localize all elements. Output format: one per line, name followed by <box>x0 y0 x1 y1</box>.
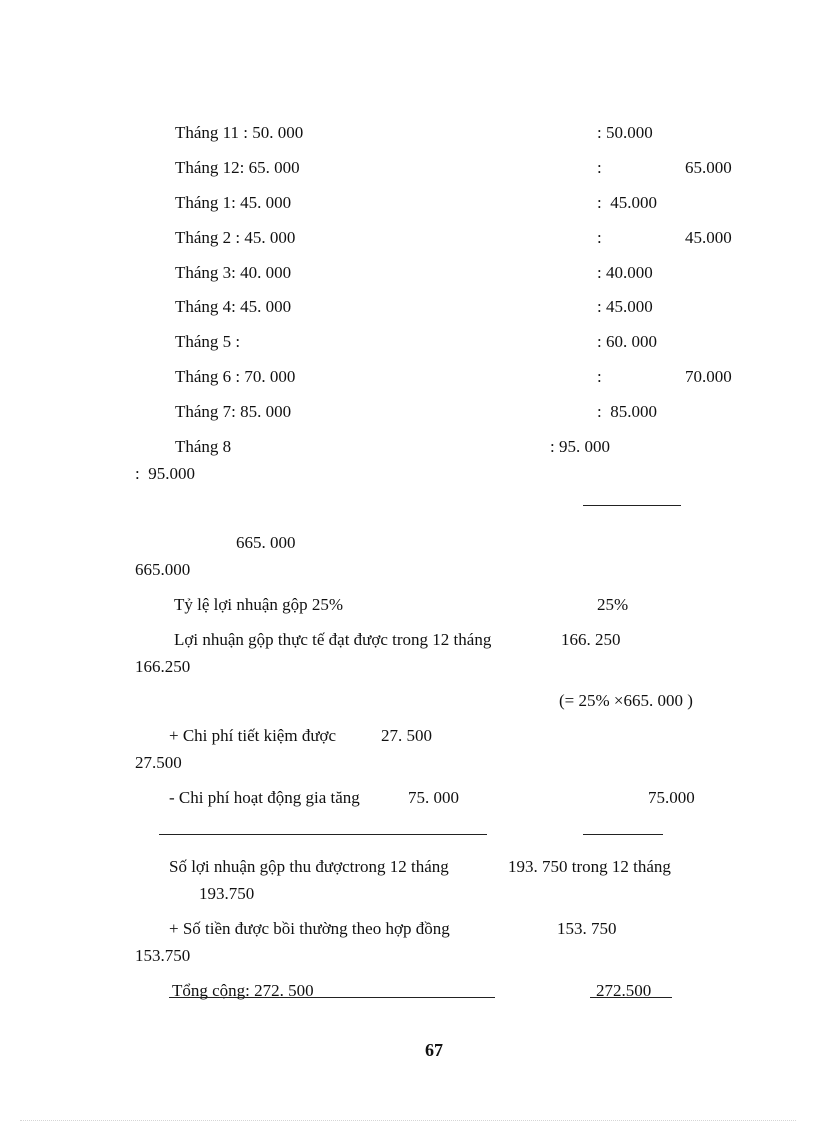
cost-savings-wrap: 27.500 <box>135 753 182 772</box>
month-value: : 85.000 <box>597 402 657 421</box>
gross-profit-12-months-label: Số lợi nhuận gộp thu đượctrong 12 tháng <box>169 857 449 876</box>
month-label: Tháng 1: 45. 000 <box>175 193 292 212</box>
total-label: Tổng cộng: 272. 500 <box>172 981 314 1000</box>
compensation-value: 153. 750 <box>557 919 617 938</box>
subtotal-value-wrap: 665.000 <box>135 560 191 579</box>
right-column-rule <box>583 834 663 835</box>
actual-gross-profit-formula: (= 25% ×665. 000 ) <box>559 691 693 710</box>
month-value: 45.000 <box>685 228 732 247</box>
month-value: : 45.000 <box>597 297 653 316</box>
compensation-wrap: 153.750 <box>135 946 191 965</box>
month-value-wrap: : 95.000 <box>135 464 195 483</box>
gross-margin-rate-label: Tỷ lệ lợi nhuận gộp 25% <box>174 595 344 614</box>
month-label: Tháng 4: 45. 000 <box>175 297 292 316</box>
added-operating-cost-right: 75.000 <box>648 788 695 807</box>
month-label: Tháng 3: 40. 000 <box>175 263 292 282</box>
added-operating-cost-label: - Chi phí hoạt động gia tăng <box>169 788 360 807</box>
month-label: Tháng 8 <box>175 437 232 456</box>
cost-savings-value: 27. 500 <box>381 726 432 745</box>
month-label: Tháng 2 : 45. 000 <box>175 228 296 247</box>
cost-savings-label: + Chi phí tiết kiệm được <box>169 726 337 745</box>
gross-margin-rate-value: 25% <box>597 595 629 614</box>
page-edge-divider <box>20 1120 796 1121</box>
month-value: : 45.000 <box>597 193 657 212</box>
actual-gross-profit-value: 166. 250 <box>561 630 621 649</box>
month-value: : 60. 000 <box>597 332 657 351</box>
actual-gross-profit-label: Lợi nhuận gộp thực tế đạt được trong 12 tháng <box>174 630 492 649</box>
month-label: Tháng 7: 85. 000 <box>175 402 292 421</box>
gross-profit-12-months-value: 193. 750 trong 12 tháng <box>508 857 671 876</box>
page-number: 67 <box>425 1040 443 1060</box>
month-label: Tháng 12: 65. 000 <box>175 158 300 177</box>
subtotal-rule <box>583 505 681 506</box>
compensation-label: + Số tiền được bồi thường theo hợp đồng <box>169 919 450 938</box>
month-colon: : <box>597 158 602 177</box>
month-label: Tháng 11 : 50. 000 <box>175 123 304 142</box>
total-value: 272.500 <box>596 981 652 1000</box>
month-value: 70.000 <box>685 367 732 386</box>
month-colon: : <box>597 367 602 386</box>
month-label: Tháng 6 : 70. 000 <box>175 367 296 386</box>
added-operating-cost-value: 75. 000 <box>408 788 459 807</box>
month-value: : 95. 000 <box>550 437 610 456</box>
left-column-rule <box>159 834 487 835</box>
month-value: : 40.000 <box>597 263 653 282</box>
month-label: Tháng 5 : <box>175 332 241 351</box>
month-value: 65.000 <box>685 158 732 177</box>
month-colon: : <box>597 228 602 247</box>
actual-gross-profit-wrap: 166.250 <box>135 657 191 676</box>
subtotal-value: 665. 000 <box>236 533 296 552</box>
total-right-rule <box>590 997 672 998</box>
gross-profit-12-months-wrap: 193.750 <box>199 884 255 903</box>
month-value: : 50.000 <box>597 123 653 142</box>
total-left-rule <box>169 997 495 998</box>
